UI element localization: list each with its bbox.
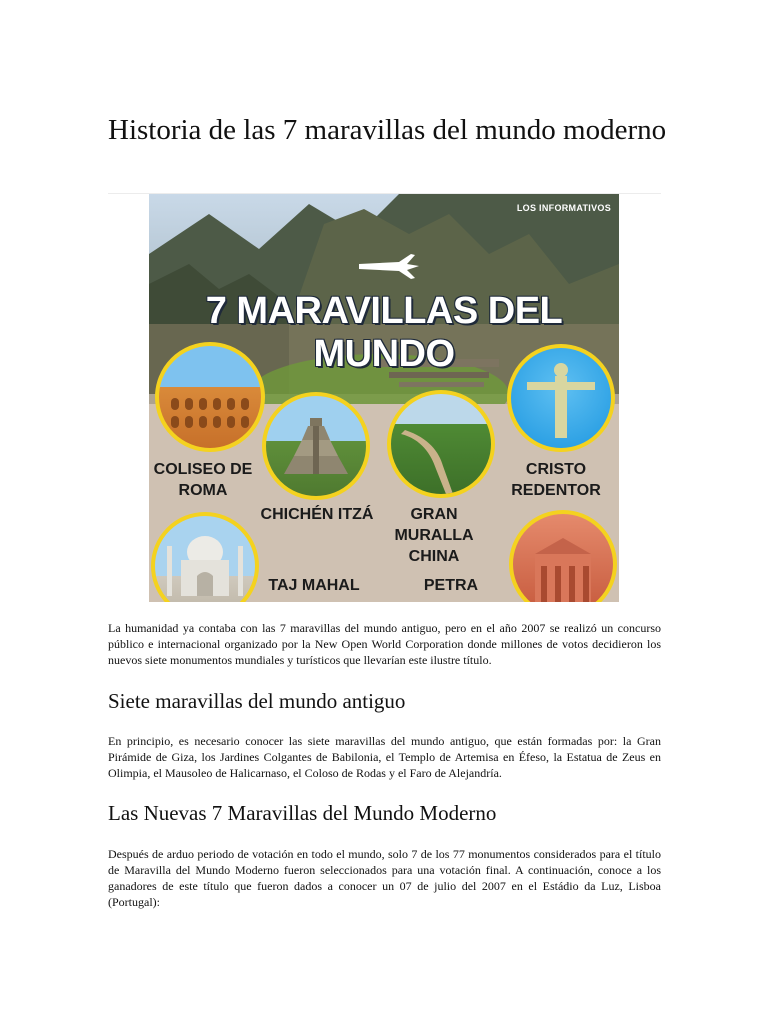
section1-heading: Siete maravillas del mundo antiguo	[108, 689, 406, 713]
taj-label: TAJ MAHAL	[268, 577, 360, 594]
section2-heading: Las Nuevas 7 Maravillas del Mundo Moderno	[108, 801, 497, 825]
petra-medallion	[509, 510, 617, 602]
muralla-medallion	[387, 390, 495, 498]
article-title: Historia de las 7 maravillas del mundo moderno	[108, 114, 667, 146]
chichen-medallion	[262, 392, 370, 500]
hero-image	[149, 194, 619, 602]
hero-title: 7 MARAVILLAS DEL MUNDO	[205, 290, 563, 375]
taj-icon	[155, 516, 255, 602]
brand-watermark: LOS INFORMATIVOS	[516, 203, 611, 213]
muralla-label: GRAN MURALLA CHINA	[394, 506, 474, 565]
coliseo-medallion	[155, 342, 265, 452]
wall-icon	[391, 394, 491, 494]
cristo-label: CRISTO REDENTOR	[511, 461, 601, 499]
coliseo-label: COLISEO DE ROMA	[153, 461, 253, 499]
section2-paragraph: Después de arduo periodo de votación en todo el mundo, solo 7 de los 77 monumentos considerados para el título de Maravilla del Mundo Moderno fueron seleccionados para una votación final. A continuación, conoce a los ganadores de este título que fueron dados a conocer un 07 de julio del 2007 en el Estádio da Luz, Lisboa (Portugal):	[108, 847, 661, 909]
petra-icon	[513, 514, 613, 602]
chichen-label: CHICHÉN ITZÁ	[260, 506, 374, 523]
pyramid-icon	[266, 396, 366, 496]
cristo-medallion	[507, 344, 615, 452]
petra-label: PETRA	[423, 577, 479, 594]
coliseo-icon	[159, 346, 261, 448]
taj-medallion	[151, 512, 259, 602]
section1-paragraph: En principio, es necesario conocer las siete maravillas del mundo antiguo, que están formadas por: la Gran Pirámide de Giza, los Jardines Colgantes de Babilonia, el Templo de Artemisa en Éfeso, la Estatua de Zeus en Olimpia, el Mausoleo de Halicarnaso, el Coloso de Rodas y el Faro de Alejandría.	[108, 734, 661, 780]
intro-paragraph: La humanidad ya contaba con las 7 maravillas del mundo antiguo, pero en el año 2007 se realizó un concurso público e internacional organizado por la New Open World Corporation donde millones de votos decidieron los nuevos siete monumentos mundiales y turísticos que llevarían este ilustre título.	[108, 621, 661, 667]
statue-icon	[511, 348, 611, 448]
